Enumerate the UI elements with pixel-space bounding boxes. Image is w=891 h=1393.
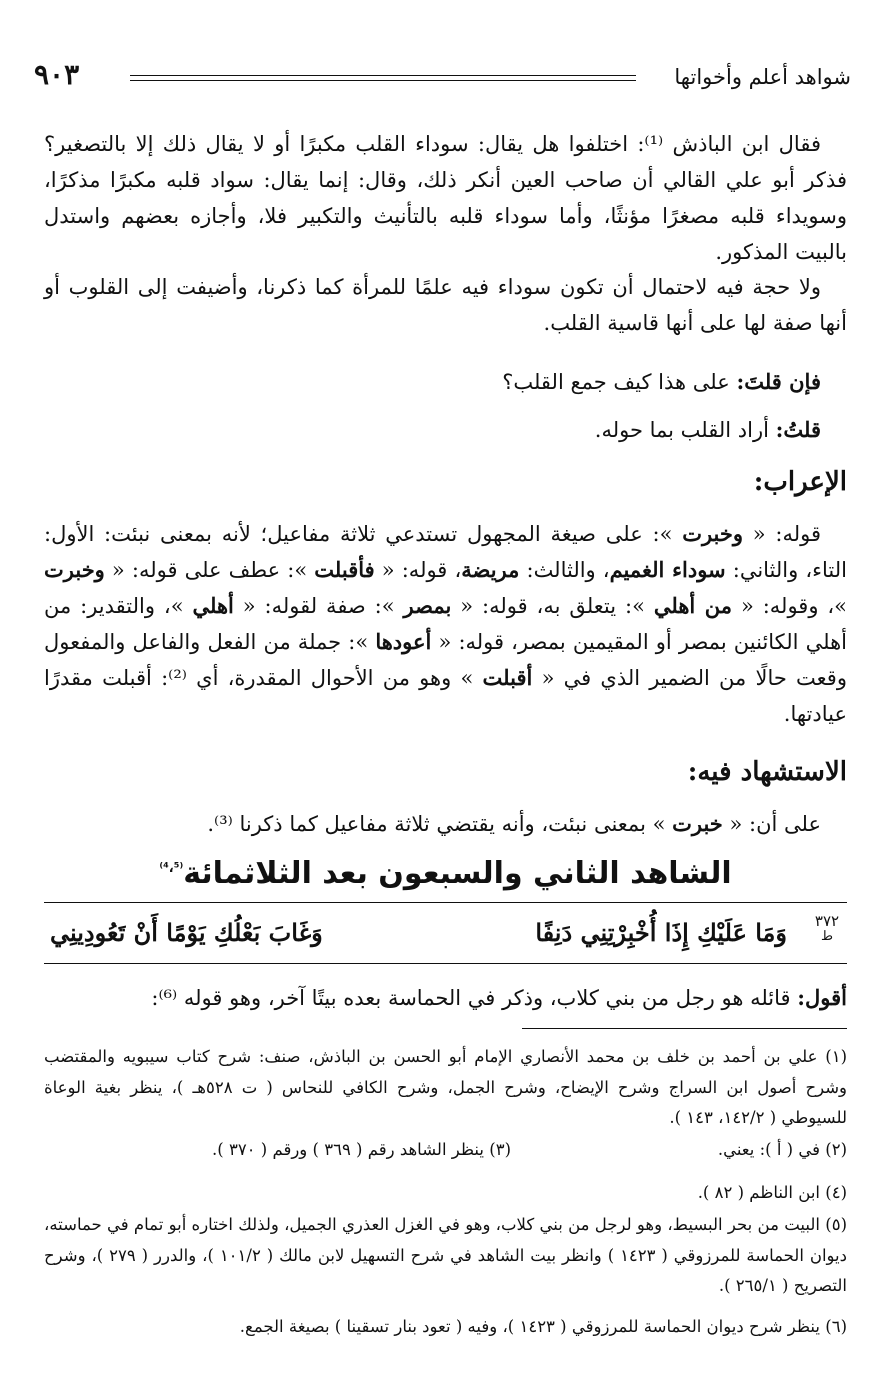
- verse-box: [44, 902, 847, 964]
- footnote-5: (٥) البيت من بحر البسيط، وهو لرجل من بني كلاب، وهو في الغزل العذري الجميل، ولذلك اختاره أبو تمام في حماسته، ديوان الحماسة للمرزوقي ( ١٤٢٣ ) وانظر بيت الشاهد في شرح التسهيل لابن مالك ( ١٠١/٢ )، والدرر ( ٢٧٩ )، وشرح التصريح ( ٢٦٥/١ ).: [44, 1215, 848, 1295]
- header-double-rule: [130, 75, 636, 81]
- running-title: شواهد أعلم وأخواتها: [674, 65, 851, 89]
- question-line: [502, 364, 821, 400]
- answer-label: قلتُ:: [775, 417, 821, 442]
- question-text: على هذا كيف جمع القلب؟: [502, 370, 737, 394]
- irab-text: »: على صيغة المجهول تستدعي ثلاثة مفاعيل؛ لأنه بمعنى نبئت: الأول: التاء، والثاني:: [44, 522, 847, 582]
- irab-text: »: يتعلق به، قوله: «: [451, 594, 654, 618]
- verse-meter-mark: ط: [820, 929, 834, 944]
- aqul-label: أقول:: [797, 985, 847, 1010]
- irab-word: وخبرت: [682, 521, 744, 546]
- irab-word: أعودها: [375, 629, 432, 654]
- istishhad-word: خبرت: [672, 811, 723, 836]
- paragraph-no-evidence: ولا حجة فيه لاحتمال أن تكون سوداء فيه علمًا للمرأة كما ذكرنا، وأضيفت إلى القلوب أو أنها صفة لها على أنها قاسية القلب.: [44, 275, 847, 335]
- aqul-text: قائله هو رجل من بني كلاب، وذكر في الحماسة بعده بيتًا آخر، وهو قوله ⁽⁶⁾:: [151, 986, 798, 1010]
- footnote-6: (٦) ينظر شرح ديوان الحماسة للمرزوقي ( ١٤٢٣ )، وفيه ( تعود بنار تسقينا ) بصيغة الجمع.: [239, 1317, 847, 1336]
- answer-text: أراد القلب بما حوله.: [594, 418, 776, 442]
- running-header: [34, 58, 851, 96]
- irab-word: أهلي: [192, 593, 234, 618]
- irab-word: مريضة: [461, 557, 520, 582]
- irab-word: بمصر: [403, 593, 452, 618]
- irab-text: ، قوله: «: [374, 558, 462, 582]
- footnote-2: (٢) في ( أ ): يعني.: [717, 1140, 847, 1159]
- irab-text: »، وقوله: «: [732, 594, 848, 618]
- verse-hemistich-first: وَمَا عَلَيْكِ إِذَا أُخْبِرْتِنِي دَنِفًا: [535, 918, 787, 947]
- irab-word: سوداء الغميم: [609, 557, 726, 582]
- irab-text: » وهو من الأحوال المقدرة، أي ⁽²⁾: أقبلت مقدرًا عيادتها.: [44, 666, 847, 726]
- istishhad-text: على أن: «: [722, 812, 821, 836]
- irab-heading: الإعراب:: [753, 467, 847, 497]
- istishhad-text: » بمعنى نبئت، وأنه يقتضي ثلاثة مفاعيل كما ذكرنا ⁽³⁾.: [207, 812, 673, 836]
- irab-text: قوله: «: [743, 522, 821, 546]
- footnote-3: (٣) ينظر الشاهد رقم ( ٣٦٩ ) ورقم ( ٣٧٠ ).: [212, 1140, 511, 1159]
- paragraph-ibn-badhish: فقال ابن الباذش ⁽¹⁾: اختلفوا هل يقال: سوداء القلب مكبرًا أو لا يقال ذلك إلا بالتصغير؟ فذكر أبو علي القالي أن صاحب العين أنكر ذلك، وقال: إنما يقال: سواد قلبه مكبرًا مذكرًا، وسويداء قلبه مصغرًا مؤنثًا، وأما سوداء قلبه بالتأنيث والتكبير فلا، وأجازه بعضهم واستدل بالبيت المذكور.: [44, 132, 847, 264]
- irab-text: »: صفة لقوله: «: [233, 594, 404, 618]
- answer-line: [595, 412, 821, 448]
- istishhad-heading: الاستشهاد فيه:: [687, 757, 847, 787]
- irab-text: »، والتقدير: من أهلي الكائنين بمصر أو المقيمين بمصر، قوله: «: [44, 594, 847, 654]
- page-number: ٩٠٣: [34, 58, 80, 91]
- istishhad-paragraph: [207, 806, 821, 842]
- shahid-title-note: ⁽⁴،⁵⁾: [159, 861, 184, 876]
- shahid-title: [0, 852, 891, 896]
- verse-number: [807, 913, 847, 945]
- question-label: فإن قلتَ:: [736, 369, 821, 394]
- irab-paragraph: [44, 516, 847, 732]
- irab-word: من أهلي: [653, 593, 733, 618]
- irab-word: أقبلت: [482, 665, 533, 690]
- footnote-separator: [522, 1028, 847, 1029]
- shahid-title-text: الشاهد الثاني والسبعون بعد الثلاثمائة: [183, 856, 732, 891]
- footnote-1: (١) علي بن أحمد بن خلف بن محمد الأنصاري الإمام أبو الحسن بن الباذش، صنف: شرح كتاب سيبويه والمقتضب وشرح أصول ابن السراج وشرح الإيضاح، وشرح الجمل، وشرح الكافي للنحاس ( ت ٥٢٨هـ )، ينظر بغية الوعاة للسيوطي ( ١٤٢/٢، ١٤٣ ).: [44, 1047, 847, 1127]
- irab-text: »: عطف على قوله: «: [104, 558, 315, 582]
- verse-hemistich-second: وَغَابَ بَعْلُكِ يَوْمًا أَنْ تَعُودِينِي: [50, 918, 323, 947]
- irab-text: ، والثالث:: [519, 558, 610, 582]
- irab-text: »: جملة من الفعل والفاعل والمفعول وقعت حالًا من الضمير الذي في «: [44, 630, 847, 690]
- irab-word: وخبرت: [44, 557, 105, 582]
- verse-number-value: ٣٧٢: [814, 912, 840, 930]
- footnote-4: (٤) ابن الناظم ( ٨٢ ).: [697, 1183, 847, 1202]
- irab-word: فأقبلت: [314, 557, 375, 582]
- aqul-paragraph: [151, 980, 847, 1016]
